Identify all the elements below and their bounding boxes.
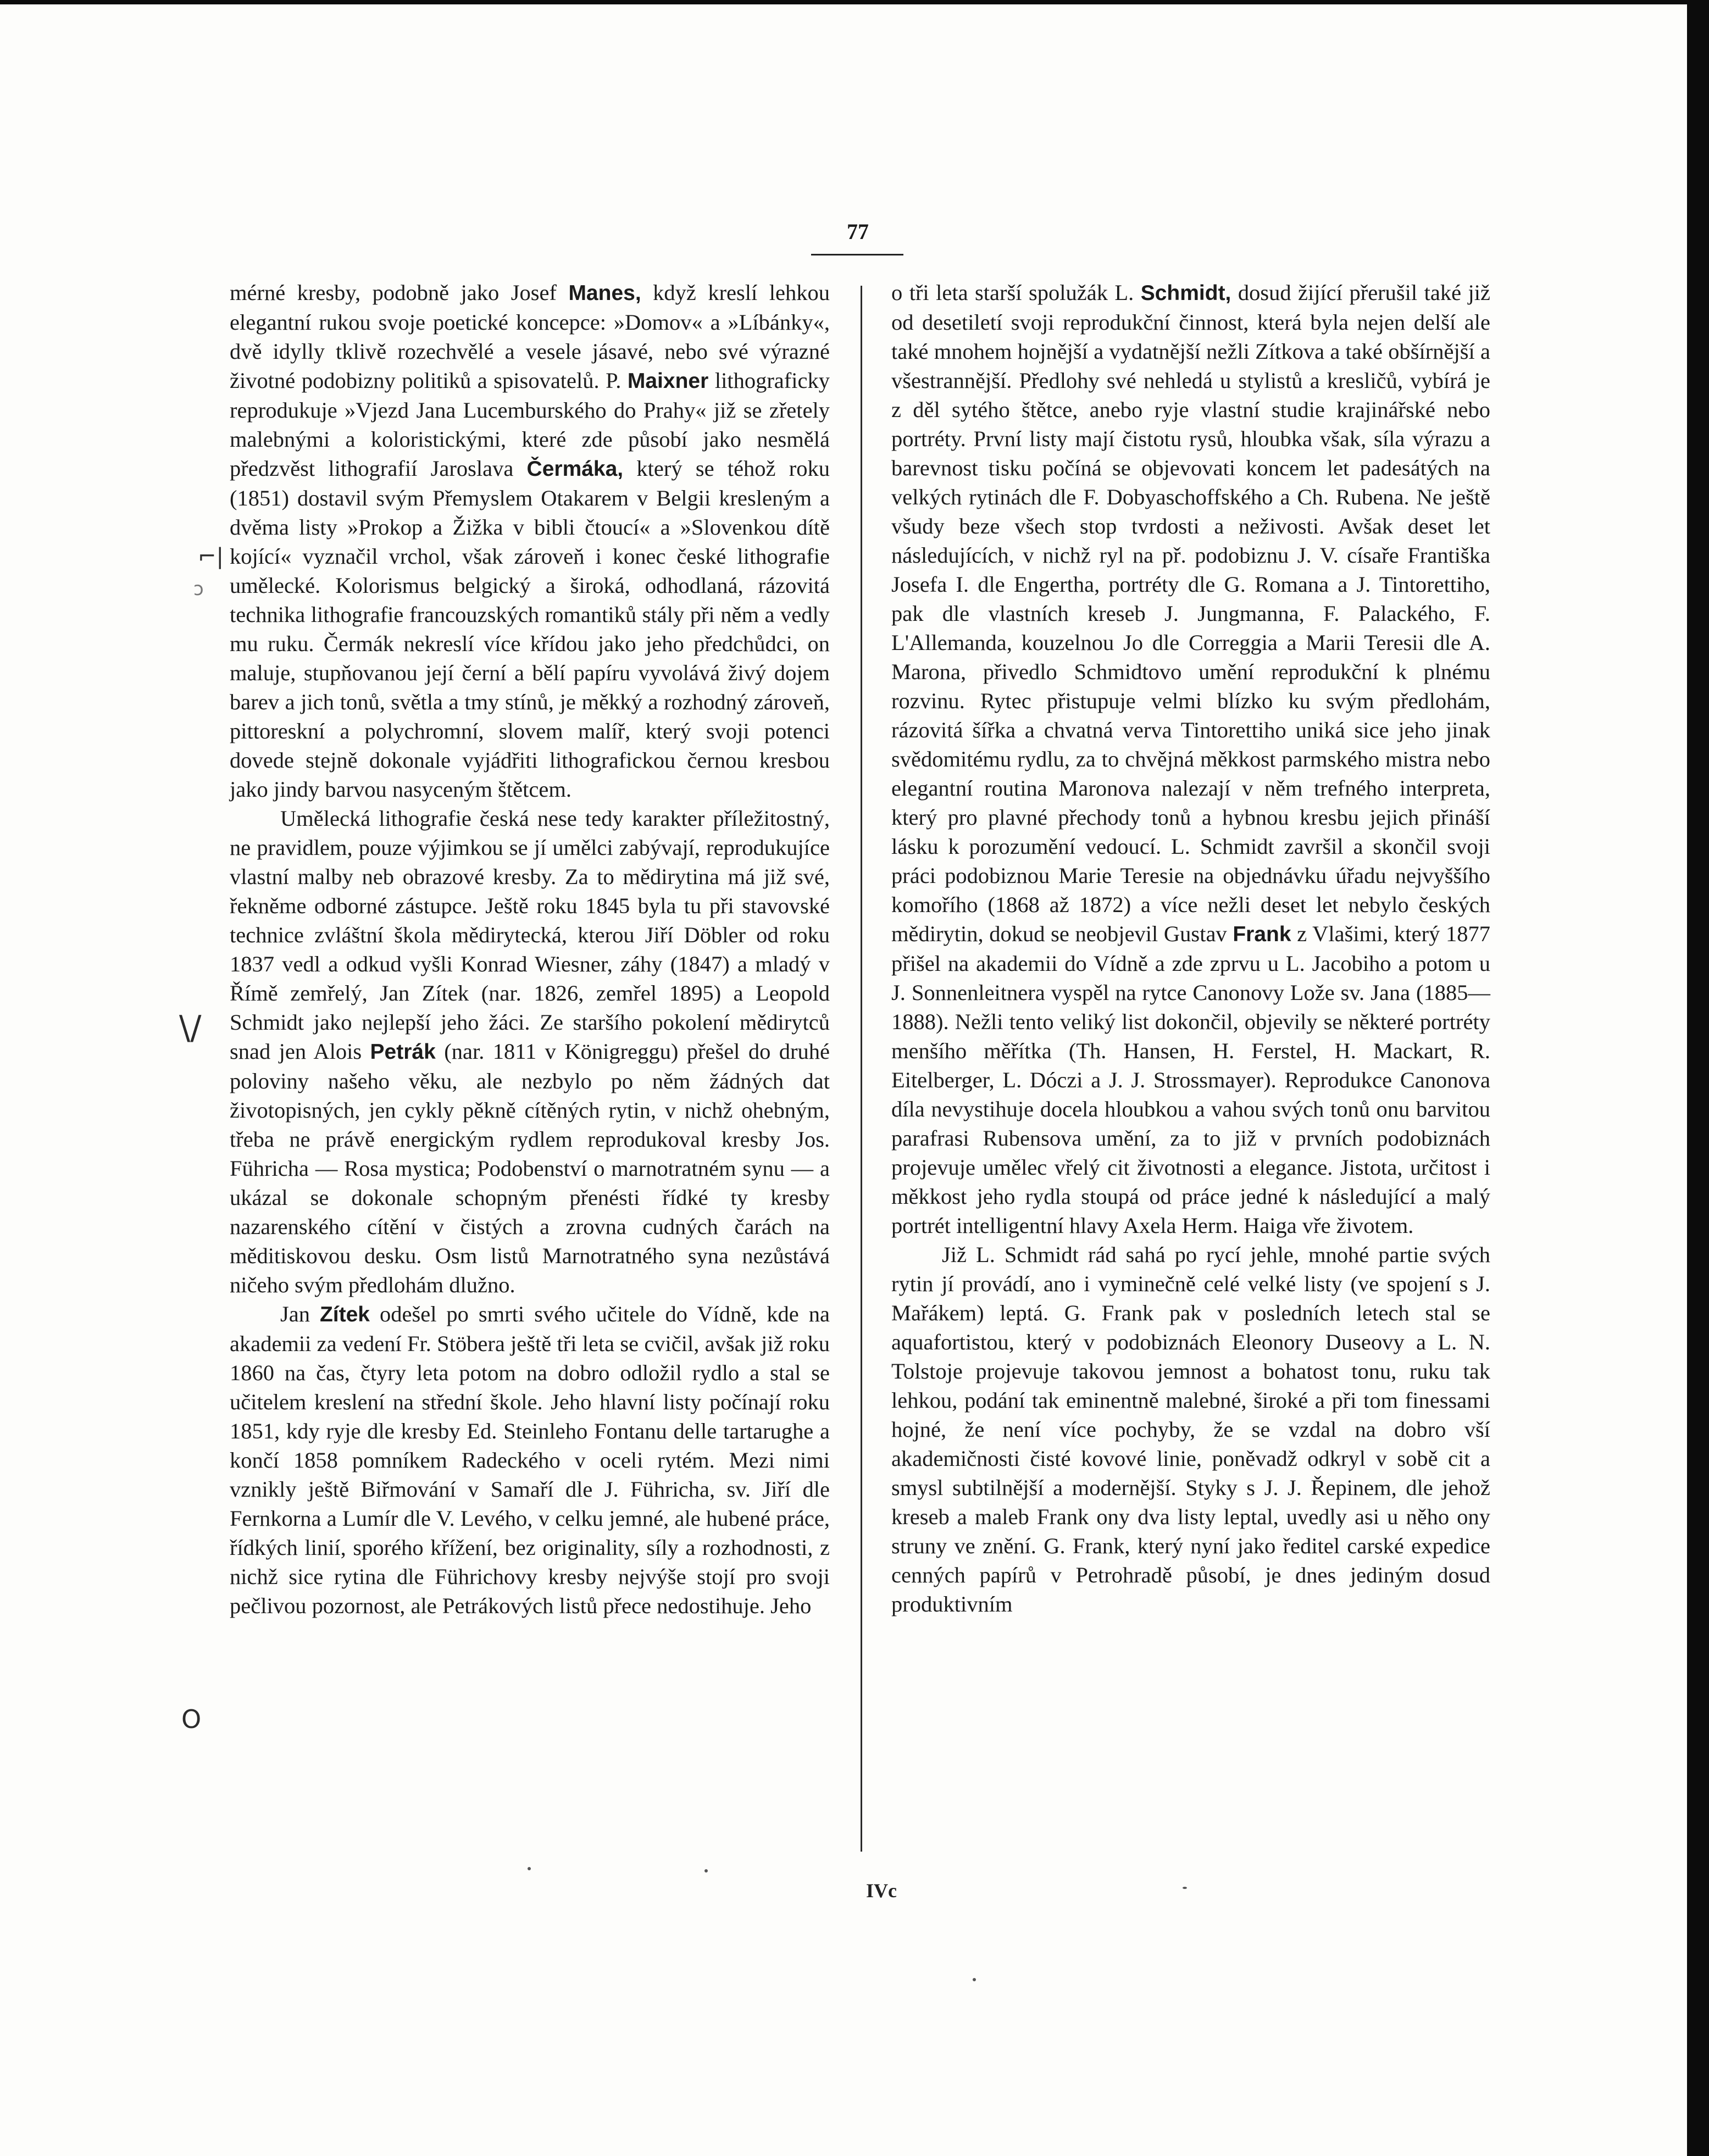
- print-speck: [704, 1869, 708, 1872]
- paragraph-text: Umělecká lithografie česká nese tedy karakter příležitostný, ne pravidlem, pouze výjimkou se jí umělci zabývají, reprodukujíce vlastní malby neb obrazové kresby. Za to mědirytina má již své, řekněme odborné zástupce. Ještě roku 1845 byla tu při stavovské technice zvláštní škola mědirytecká, kterou Jiří Döbler od roku 1837 vedl a odkud vyšli Konrad Wiesner, záhy (1847) a mladý v Římě zemřelý, Jan Zítek (nar. 1826, zemřel 1895) a Leopold Schmidt jako nejlepší jeho žáci. Ze staršího pokolení mědirytců snad jen Alois: [230, 806, 830, 1064]
- print-speck: [1183, 1887, 1187, 1889]
- paragraph: [230, 278, 830, 804]
- page-number-rule: [811, 254, 903, 255]
- paragraph-text: když kreslí lehkou elegantní rukou svoje poetické koncepce: »Domov« a »Líbánky«, dvě idylly tklivě rozechvělé a vesele jásavé, nebo své výrazné životné podobizny politiků a spisovatelů. P.: [230, 280, 830, 393]
- paragraph: [230, 804, 830, 1299]
- column-divider: [861, 286, 862, 1852]
- paragraph-text: lithograficky reprodukuje »Vjezd Jana Lucemburského do Prahy« již se zřetely malebnými a koloristickými, které zde působí jako nesmělá předzvěst lithografií Jaroslava: [230, 368, 830, 481]
- left-text-column: [230, 278, 830, 1620]
- printer-signature: IVc: [866, 1880, 897, 1902]
- emphasized-name: Frank: [1233, 923, 1291, 946]
- margin-mark-1: ⌐|: [198, 544, 224, 569]
- emphasized-name: Maixner: [627, 369, 709, 393]
- emphasized-name: Zítek: [319, 1303, 370, 1326]
- emphasized-name: Schmidt,: [1140, 281, 1231, 305]
- right-text-column: [891, 278, 1490, 1619]
- paragraph: [891, 278, 1490, 1240]
- paragraph-text: Již L. Schmidt rád sahá po rycí jehle, mnohé partie svých rytin jí provádí, ano i vyminečně celé velké listy (ve spojení s J. Mařákem) leptá. G. Frank pak v posledních letech stal se aquafortistou, který v podobiznách Eleonory Duseovy a L. N. Tolstoje projevuje takovou jemnost a bohatost tonu, ruku tak lehkou, podání tak eminentně malebné, široké a při tom finessami hojné, že není více pochyby, že se vzdal na dobro vší akademičnosti čisté kovové linie, poněvadž odkryl v sobě cit a smysl subtilnější a modernější. Styky s J. J. Řepinem, dle jehož kreseb a maleb Frank ony dva listy leptal, uvedly asi u něho ony struny ve znění. G. Frank, který nyní jako ředitel carské expedice cenných papírů v Petrohradě působí, je dnes jediným dosud produktivním: [891, 1242, 1490, 1616]
- paragraph: [891, 1240, 1490, 1619]
- paragraph-text: Jan: [280, 1302, 320, 1326]
- margin-mark-4: O: [181, 1704, 202, 1734]
- paragraph: [230, 1299, 830, 1620]
- paragraph-text: dosud žijící přerušil také již od desetiletí svoji reprodukční činnost, která byla nejen delší ale také mnohem hojnější a vydatnější nežli Zítkova a také obšírnější a všestrannější. Předlohy své nehledá u stylistů a kresličů, vybírá je z děl sytého štětce, anebo ryje vlastní studie krajinářské nebo portréty. První listy mají čistotu rysů, hloubka však, síla výrazu a barevnost tisku počíná se objevovati koncem let padesátých na velkých rytinách dle F. Dobyaschoffského a Ch. Rubena. Ne ještě všudy beze všech stop tvrdosti a neživosti. Avšak deset let následujících, v nichž ryl na př. podobiznu J. V. císaře Františka Josefa I. dle Engertha, portréty dle G. Romana a J. Tintorettiho, pak dle vlastních kreseb J. Jungmanna, F. Palackého, F. L'Allemanda, kouzelnou Jo dle Correggia a Marii Teresii dle A. Marona, přivedlo Schmidtovo umění reprodukční k plnému rozvinu. Rytec přistupuje velmi blízko ku svým předlohám, rázovitá šířka a chvatná verva Tintorettiho uniká sice jeho jinak svědomitému rydlu, za to chvějná měkkost parmského mistra nebo elegantní routina Maronova nalezají v něm trefného interpreta, který pro plavné přechody tonů a hybnou kresbu jejich přináší lásku k porozumění vedoucí. L. Schmidt završil a skončil svoji práci podobiznou Marie Teresie na objednávku úřadu nejvyššího komořího (1868 až 1872) a více nežli deset let nebylo českých mědirytin, dokud se neobjevil Gustav: [891, 280, 1490, 946]
- print-speck: [528, 1867, 531, 1870]
- paragraph-text: (nar. 1811 v Königreggu) přešel do druhé poloviny našeho věku, ale nezbylo po něm žádných dat životopisných, jen cykly pěkně cítěných rytin, v nichž ohebným, třeba ne právě energickým rydlem reprodukoval kresby Jos. Führicha — Rosa mystica; Podobenství o marnotratném synu — a ukázal se dokonale schopným přenésti řídké ty kresby nazarenského cítění v čistých a zrovna cudných čarách na měditiskovou desku. Osm listů Marnotratného syna nezůstává ničeho svým předlohám dlužno.: [230, 1039, 830, 1297]
- scan-edge-right: [1687, 0, 1709, 2156]
- paragraph-text: který se téhož roku (1851) dostavil svým Přemyslem Otakarem v Belgii kresleným a dvěma listy »Prokop a Žižka v bibli čtoucí« a »Slovenkou dítě kojící« vyznačil vrchol, však zároveň i konec české lithografie umělecké. Kolorismus belgický a široká, odhodlaná, rázovitá technika lithografie francouzských romantiků stály při něm a vedly mu ruku. Čermák nekreslí více křídou jako jeho předchůdci, on maluje, stupňovanou její černí a bělí papíru vyvolává živý dojem barev a jich tonů, světla a tmy stínů, je měkký a rozhodný zároveň, pittoreskní a polychromní, slovem malíř, který svoji potenci dovede stejně dokonale vyjádřiti lithografickou černou kresbou jako jindy barvou nasyceným štětcem.: [230, 456, 830, 802]
- paragraph-text: mérné kresby, podobně jako Josef: [230, 280, 569, 305]
- print-speck: [973, 1978, 976, 1981]
- paragraph-text: odešel po smrti svého učitele do Vídně, kde na akademii za vedení Fr. Stöbera ještě tři leta se cvičil, avšak již roku 1860 na čas, čtyry leta potom na dobro odložil rydlo a stal se učitelem kreslení na střední škole. Jeho hlavní listy počínají roku 1851, kdy ryje dle kresby Ed. Steinleho Fontanu delle tartarughe a končí 1858 pomníkem Radeckého v oceli rytém. Mezi nimi vznikly ještě Biřmování v Samaří dle J. Führicha, sv. Jiří dle Fernkorna a Lumír dle V. Levého, v celku jemné, ale hubené práce, řídkých linií, sporého křížení, bez originality, síly a rozhodnosti, z nichž sice rytina dle Führichovy kresby nejvýše stojí pro svoji pečlivou pozornost, ale Petrákových listů přece nedostihuje. Jeho: [230, 1302, 830, 1618]
- scan-edge-top: [0, 0, 1709, 4]
- margin-mark-2: ɔ: [193, 578, 204, 600]
- paragraph-text: z Vlašimi, který 1877 přišel na akademii do Vídně a zde zprvu u L. Jacobiho a potom u J. Sonnenleitnera vyspěl na rytce Canonovy Lože sv. Jana (1885—1888). Nežli tento veliký list dokončil, objevily se některé portréty menšího měřítka (Th. Hansen, H. Ferstel, H. Mackart, R. Eitelberger, L. Dóczi a J. J. Strossmayer). Reprodukce Canonova díla nevystihuje docela hloubkou a vahou svých tonů onu barvitou parafrasi Rubensova umění, za to již v prvních podobiznách projevuje umělec vřelý cit životnosti a elegance. Jistota, určitost i měkkost jeho rydla stoupá od práce jedné k následující a malý portrét intelligentní hlavy Axela Herm. Haiga vře životem.: [891, 921, 1490, 1238]
- page-number: 77: [847, 219, 869, 244]
- emphasized-name: Čermáka,: [526, 457, 624, 481]
- emphasized-name: Manes,: [568, 281, 641, 305]
- paragraph-text: o tři leta starší spolužák L.: [891, 280, 1141, 305]
- emphasized-name: Petrák: [370, 1040, 436, 1064]
- margin-mark-3: \/: [179, 1009, 202, 1047]
